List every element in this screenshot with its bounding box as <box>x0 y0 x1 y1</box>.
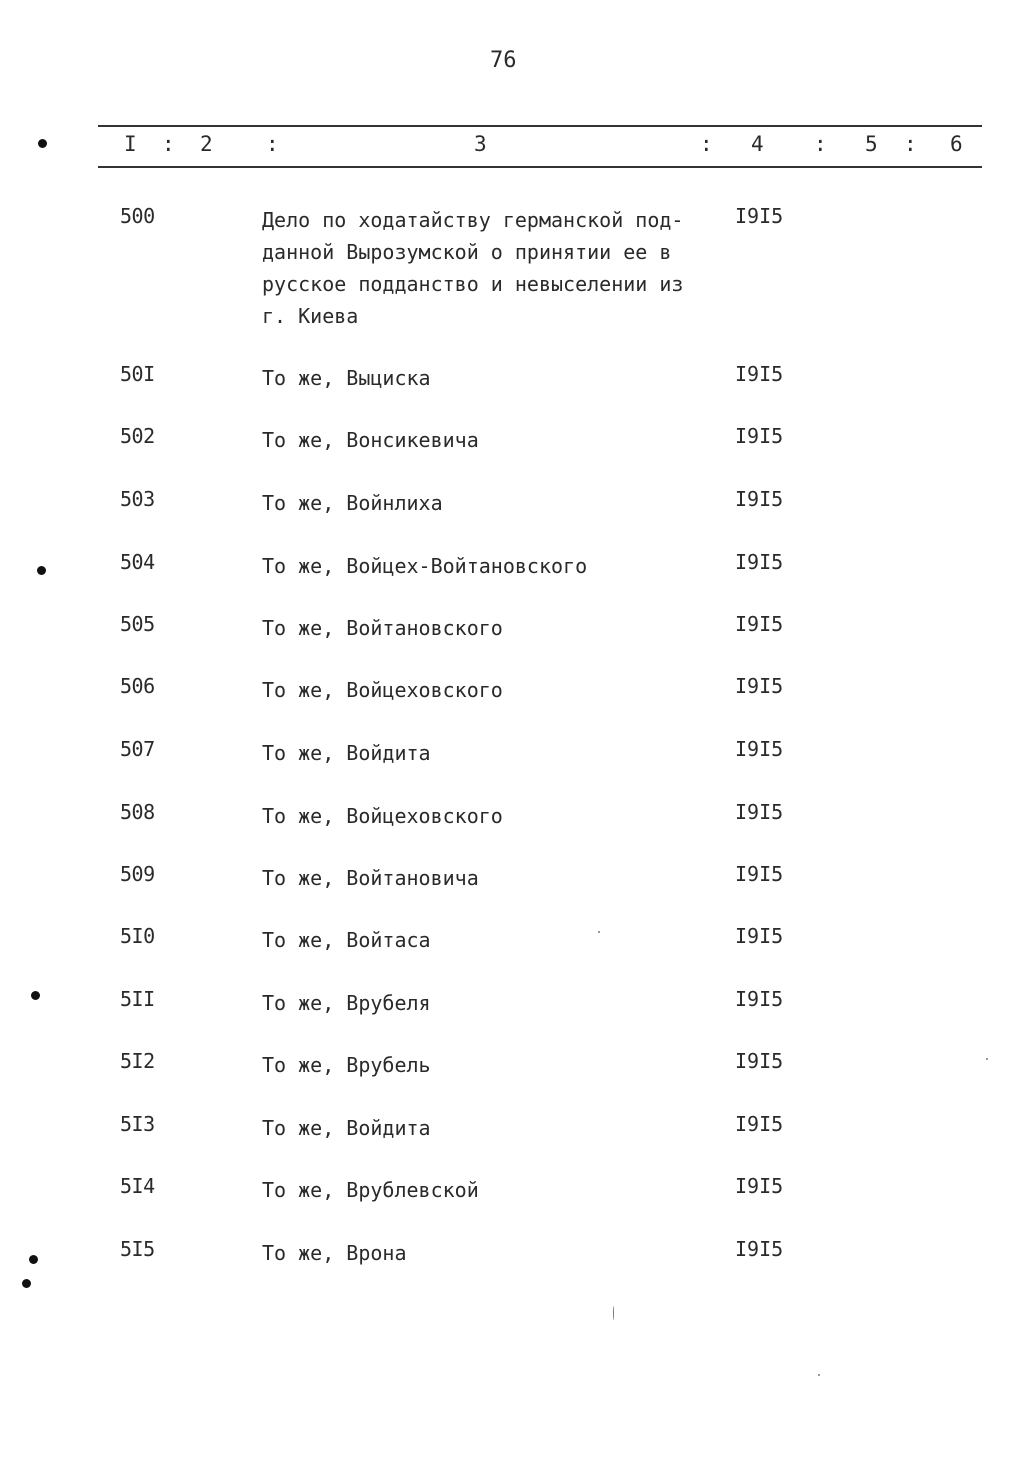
header-col-2: 2 <box>200 132 213 156</box>
row-year: I9I5 <box>735 424 784 448</box>
row-description: То же, Врублевской <box>262 1178 479 1202</box>
row-description: То же, Войцех-Войтановского <box>262 554 588 578</box>
row-year: I9I5 <box>735 737 784 761</box>
row-description: Дело по ходатайству германской под- данной Вырозумской о принятии ее в русское подданство и невыселении из г. Киева <box>262 208 684 328</box>
row-description: То же, Войтановского <box>262 616 503 640</box>
scan-speck <box>598 931 600 933</box>
row-number: 5I2 <box>120 1049 155 1073</box>
row-year: I9I5 <box>735 204 784 228</box>
header-col-1: I <box>124 132 137 156</box>
row-year: I9I5 <box>735 550 784 574</box>
header-col-5: 5 <box>865 132 878 156</box>
row-number: 5I5 <box>120 1237 155 1261</box>
scan-speck <box>613 1306 614 1320</box>
row-description: То же, Войдита <box>262 741 431 765</box>
header-top-rule <box>98 125 982 127</box>
row-description: То же, Врубель <box>262 1053 431 1077</box>
row-year: I9I5 <box>735 674 784 698</box>
row-description: То же, Войцеховского <box>262 678 503 702</box>
row-number: 508 <box>120 800 155 824</box>
row-number: 509 <box>120 862 155 886</box>
punch-hole-mark <box>29 1255 38 1264</box>
header-col-6: 6 <box>950 132 963 156</box>
row-description: То же, Врона <box>262 1241 407 1265</box>
row-number: 506 <box>120 674 155 698</box>
punch-hole-mark <box>31 991 40 1000</box>
header-sep-1: : <box>162 132 175 156</box>
row-number: 502 <box>120 424 155 448</box>
scan-speck <box>818 1374 820 1376</box>
row-description: То же, Войнлиха <box>262 491 443 515</box>
row-number: 5II <box>120 987 155 1011</box>
header-col-4: 4 <box>751 132 764 156</box>
header-sep-2: : <box>266 132 279 156</box>
row-year: I9I5 <box>735 362 784 386</box>
row-year: I9I5 <box>735 1049 784 1073</box>
header-sep-3: : <box>700 132 713 156</box>
row-year: I9I5 <box>735 487 784 511</box>
row-description: То же, Вонсикевича <box>262 428 479 452</box>
row-number: 503 <box>120 487 155 511</box>
punch-hole-mark <box>22 1279 31 1288</box>
page-number: 76 <box>490 48 517 73</box>
row-description: То же, Врубеля <box>262 991 431 1015</box>
punch-hole-mark <box>38 139 47 148</box>
row-year: I9I5 <box>735 1112 784 1136</box>
row-year: I9I5 <box>735 987 784 1011</box>
row-number: 5I3 <box>120 1112 155 1136</box>
punch-hole-mark <box>37 566 46 575</box>
row-number: 50I <box>120 362 155 386</box>
scan-speck <box>986 1058 988 1060</box>
row-number: 504 <box>120 550 155 574</box>
row-description: То же, Войдита <box>262 1116 431 1140</box>
header-col-3: 3 <box>474 132 487 156</box>
header-sep-4: : <box>814 132 827 156</box>
row-year: I9I5 <box>735 612 784 636</box>
row-number: 507 <box>120 737 155 761</box>
row-year: I9I5 <box>735 924 784 948</box>
row-year: I9I5 <box>735 800 784 824</box>
row-number: 505 <box>120 612 155 636</box>
header-sep-5: : <box>904 132 917 156</box>
row-year: I9I5 <box>735 862 784 886</box>
row-year: I9I5 <box>735 1174 784 1198</box>
row-number: 5I4 <box>120 1174 155 1198</box>
row-description: То же, Выциска <box>262 366 431 390</box>
row-number: 500 <box>120 204 155 228</box>
row-number: 5I0 <box>120 924 155 948</box>
row-description: То же, Войцеховского <box>262 804 503 828</box>
row-description: То же, Войтановича <box>262 866 479 890</box>
row-year: I9I5 <box>735 1237 784 1261</box>
row-description: То же, Войтаса <box>262 928 431 952</box>
header-bottom-rule <box>98 166 982 168</box>
